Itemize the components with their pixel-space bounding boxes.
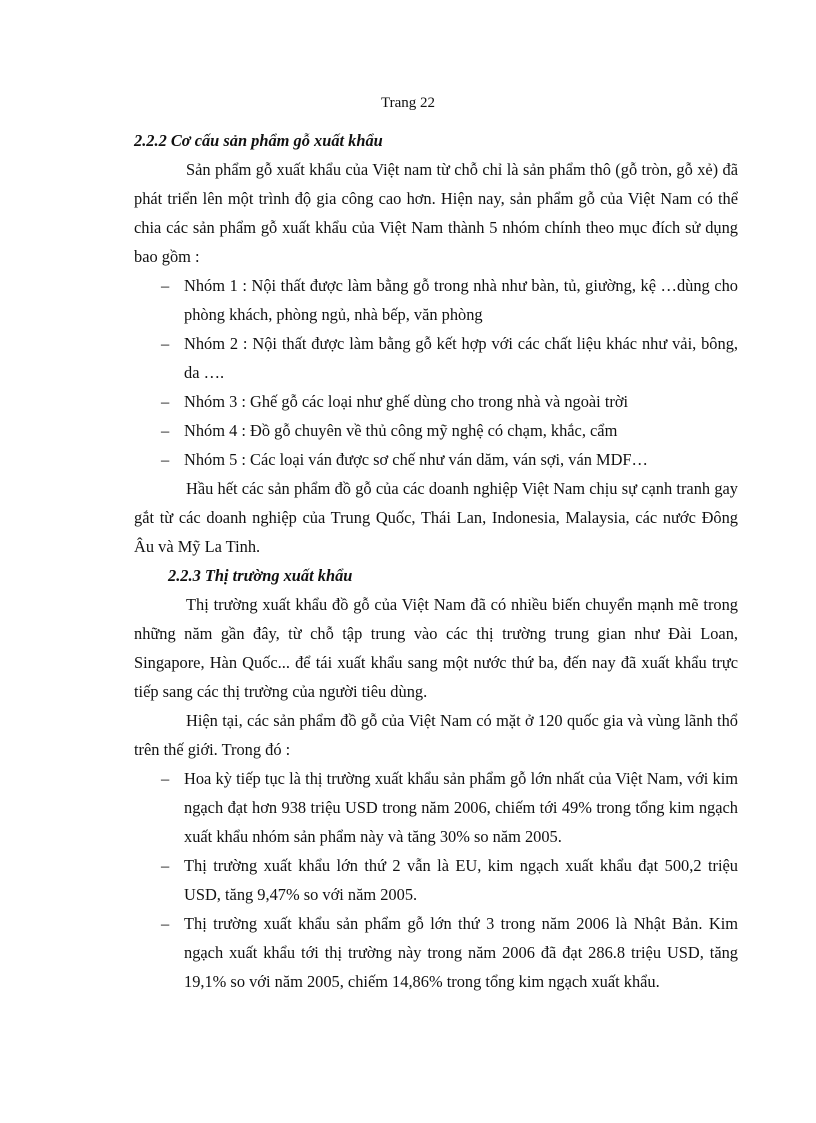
market-list xyxy=(134,764,738,996)
dash-bullet: – xyxy=(161,856,170,875)
list-item-text: Nhóm 2 : Nội thất được làm bằng gỗ kết hợp với các chất liệu khác như vải, bông, da …. xyxy=(184,334,738,382)
list-item xyxy=(134,909,738,996)
dash-bullet: – xyxy=(161,334,170,353)
list-item-text: Thị trường xuất khẩu lớn thứ 2 vẫn là EU, kim ngạch xuất khẩu đạt 500,2 triệu USD, tăng 9,47% so với năm 2005. xyxy=(184,856,738,904)
conclusion-paragraph: Hầu hết các sản phẩm đồ gỗ của các doanh nghiệp Việt Nam chịu sự cạnh tranh gay gắt từ các doanh nghiệp của Trung Quốc, Thái Lan, Indonesia, Malaysia, các nước Đông Âu và Mỹ La Tinh. xyxy=(134,479,738,556)
list-item xyxy=(134,329,738,387)
product-group-list xyxy=(134,271,738,474)
list-item-text: Thị trường xuất khẩu sản phẩm gỗ lớn thứ 3 trong năm 2006 là Nhật Bản. Kim ngạch xuất khẩu tới thị trường này trong năm 2006 đã đạt 286.8 triệu USD, tăng 19,1% so với năm 2005, chiếm 14,86% trong tổng kim ngạch xuất khẩu. xyxy=(184,914,738,991)
dash-bullet: – xyxy=(161,914,170,933)
list-item xyxy=(134,387,738,416)
dash-bullet: – xyxy=(161,450,170,469)
list-item xyxy=(134,445,738,474)
market-paragraph-1: Thị trường xuất khẩu đồ gỗ của Việt Nam đã có nhiều biến chuyển mạnh mẽ trong những năm gần đây, từ chỗ tập trung vào các thị trường trung gian như Đài Loan, Singapore, Hàn Quốc... để tái xuất khẩu sang một nước thứ ba, đến nay đã xuất khẩu trực tiếp sang các thị trường của người tiêu dùng. xyxy=(134,595,738,701)
list-item xyxy=(134,271,738,329)
list-item-text: Hoa kỳ tiếp tục là thị trường xuất khẩu sản phẩm gỗ lớn nhất của Việt Nam, với kim ngạch đạt hơn 938 triệu USD trong năm 2006, chiếm tới 49% trong tổng kim ngạch xuất khẩu nhóm sản phẩm này và tăng 30% so năm 2005. xyxy=(184,769,738,846)
list-item xyxy=(134,416,738,445)
section-heading-2-2-2: 2.2.2 Cơ cấu sản phẩm gỗ xuất khẩu xyxy=(134,131,383,150)
dash-bullet: – xyxy=(161,392,170,411)
dash-bullet: – xyxy=(161,769,170,788)
list-item-text: Nhóm 5 : Các loại ván được sơ chế như ván dăm, ván sợi, ván MDF… xyxy=(184,450,648,469)
page-body xyxy=(134,126,738,996)
list-item-text: Nhóm 4 : Đồ gỗ chuyên về thủ công mỹ nghệ có chạm, khắc, cẩm xyxy=(184,421,618,440)
list-item xyxy=(134,851,738,909)
section-heading-2-2-3: 2.2.3 Thị trường xuất khẩu xyxy=(168,566,353,585)
dash-bullet: – xyxy=(161,276,170,295)
market-paragraph-2: Hiện tại, các sản phẩm đồ gỗ của Việt Nam có mặt ở 120 quốc gia và vùng lãnh thổ trên thế giới. Trong đó : xyxy=(134,711,738,759)
page-number: Trang 22 xyxy=(380,95,436,111)
dash-bullet: – xyxy=(161,421,170,440)
list-item-text: Nhóm 1 : Nội thất được làm bằng gỗ trong nhà như bàn, tủ, giường, kệ …dùng cho phòng khách, phòng ngủ, nhà bếp, văn phòng xyxy=(184,276,738,324)
list-item-text: Nhóm 3 : Ghế gỗ các loại như ghế dùng cho trong nhà và ngoài trời xyxy=(184,392,629,411)
list-item xyxy=(134,764,738,851)
intro-paragraph: Sản phẩm gỗ xuất khẩu của Việt nam từ chỗ chỉ là sản phẩm thô (gỗ tròn, gỗ xẻ) đã phát triển lên một trình độ gia công cao hơn. Hiện nay, sản phẩm gỗ của Việt Nam có thể chia các sản phẩm gỗ xuất khẩu của Việt Nam thành 5 nhóm chính theo mục đích sử dụng bao gồm : xyxy=(134,160,738,266)
